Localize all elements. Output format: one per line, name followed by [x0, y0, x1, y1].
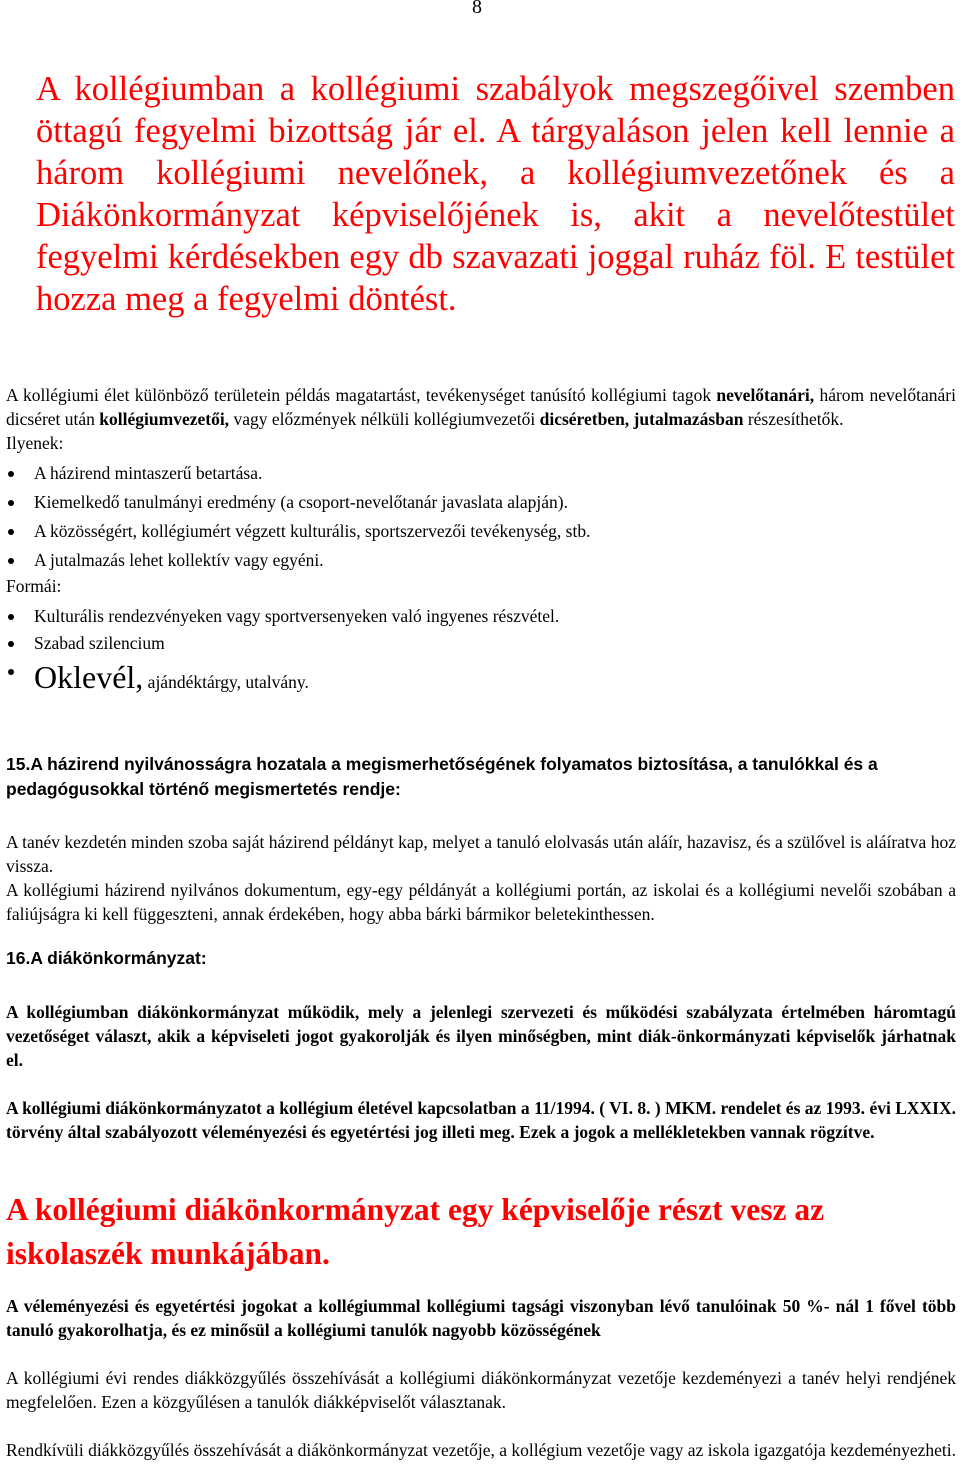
reward-text-b: nevelőtanári,	[716, 385, 815, 405]
section15-heading: 15.A házirend nyilvánosságra hozatala a megismerhetőségének folyamatos biztosítása, a tanulókkal és a pedagógusokkal történő megismertetés rendje:	[6, 754, 878, 799]
section16-paragraph-5: Rendkívüli diákközgyűlés összehívását a diákönkormányzat vezetője, a kollégium vezetője vagy az iskola igazgatója kezdeményezheti.	[6, 1440, 956, 1460]
list-item: Szabad szilencium	[6, 631, 956, 655]
reward-text-e: vagy előzmények nélküli kollégiumvezetői	[229, 409, 540, 429]
section16-heading: 16.A diákönkormányzat:	[6, 948, 207, 968]
reward-section	[6, 383, 956, 700]
section16-paragraph-2: A kollégiumi diákönkormányzatot a kollégium életével kapcsolatban a 11/1994. ( VI. 8. ) MKM. rendelet és az 1993. évi LXXIX. törvény által szabályozott véleményezési és egyetértési jog illeti meg. Ezek a jogok a mellékletekben vannak rögzítve.	[6, 1098, 956, 1142]
section16-paragraph-1: A kollégiumban diákönkormányzat működik, mely a jelenlegi szervezeti és működési szabályzata értelmében háromtagú vezetőséget választ, akik a képviseleti jogot gyakorolják és ilyen minőségben, mint diák-önkormányzati képviselők járhatnak el.	[6, 1002, 956, 1070]
section16-paragraph-3: A véleményezési és egyetértési jogokat a kollégiummal kollégiumi tagsági viszonyban lévő tanulóinak 50 %- nál 1 fővel több tanuló gyakorolhatja, és ez minősül a kollégiumi tanulók nagyobb közösségének	[6, 1296, 956, 1340]
section15-paragraph-1: A tanév kezdetén minden szoba saját házirend példányt kap, melyet a tanuló elolvasás után aláír, hazavisz, és a szülővel is aláíratva hoz vissza.	[6, 832, 956, 876]
ilyenek-label: Ilyenek:	[6, 433, 64, 453]
reward-text-d: kollégiumvezetői,	[99, 409, 230, 429]
list-item-oklevel	[6, 659, 956, 700]
ilyenek-list	[6, 461, 956, 572]
list-item: A házirend mintaszerű betartása.	[6, 461, 956, 485]
reward-paragraph	[6, 383, 956, 431]
oklevel-rest-text: ajándéktárgy, utalvány.	[143, 672, 309, 692]
formai-label: Formái:	[6, 576, 62, 596]
oklevel-large-text: Oklevél,	[34, 659, 144, 695]
section16-lower-body	[6, 1294, 956, 1462]
reward-text-c: három nevelőtanári dicséret után	[6, 385, 956, 429]
section15-body	[6, 830, 956, 926]
list-item: Kulturális rendezvényeken vagy sportversenyeken való ingyenes részvétel.	[6, 604, 956, 628]
reward-text-f: dicséretben, jutalmazásban	[539, 409, 744, 429]
reward-text-a: A kollégiumi élet különböző területein példás magatartást, tevékenységet tanúsító kollégiumi tagok	[6, 385, 717, 405]
list-item: Kiemelkedő tanulmányi eredmény (a csoport-nevelőtanár javaslata alapján).	[6, 490, 956, 514]
reward-text-g: részesíthetők.	[743, 409, 844, 429]
list-item: A jutalmazás lehet kollektív vagy egyéni.	[6, 548, 956, 572]
formai-list	[6, 604, 956, 700]
section16-bold-body	[6, 1000, 956, 1144]
section16-red-statement: A kollégiumi diákönkormányzat egy képviselője részt vesz az iskolaszék munkájában.	[6, 1192, 825, 1271]
section16-paragraph-4: A kollégiumi évi rendes diákközgyűlés összehívását a kollégiumi diákönkormányzat vezetője kezdeményezi a tanév helyi rendjének megfelelően. Ezen a közgyűlésen a tanulók diákképviselőt választanak.	[6, 1368, 956, 1412]
page-number: 8	[472, 0, 482, 18]
list-item: A közösségért, kollégiumért végzett kulturális, sportszervezői tevékenység, stb.	[6, 519, 956, 543]
section15-paragraph-2: A kollégiumi házirend nyilvános dokumentum, egy-egy példányát a kollégiumi portán, az iskolai és a kollégiumi nevelői szobában a faliújságra ki kell függeszteni, annak érdekében, hogy abba bárki bármikor beletekinthessen.	[6, 880, 956, 924]
intro-red-paragraph: A kollégiumban a kollégiumi szabályok megszegőivel szemben öttagú fegyelmi bizottság jár el. A tárgyaláson jelen kell lennie a három kollégiumi nevelőnek, a kollégiumvezetőnek és a Diákönkormányzat képviselőjének is, akit a nevelőtestület fegyelmi kérdésekben egy db szavazati joggal ruház föl. E testület hozza meg a fegyelmi döntést.	[36, 70, 955, 318]
